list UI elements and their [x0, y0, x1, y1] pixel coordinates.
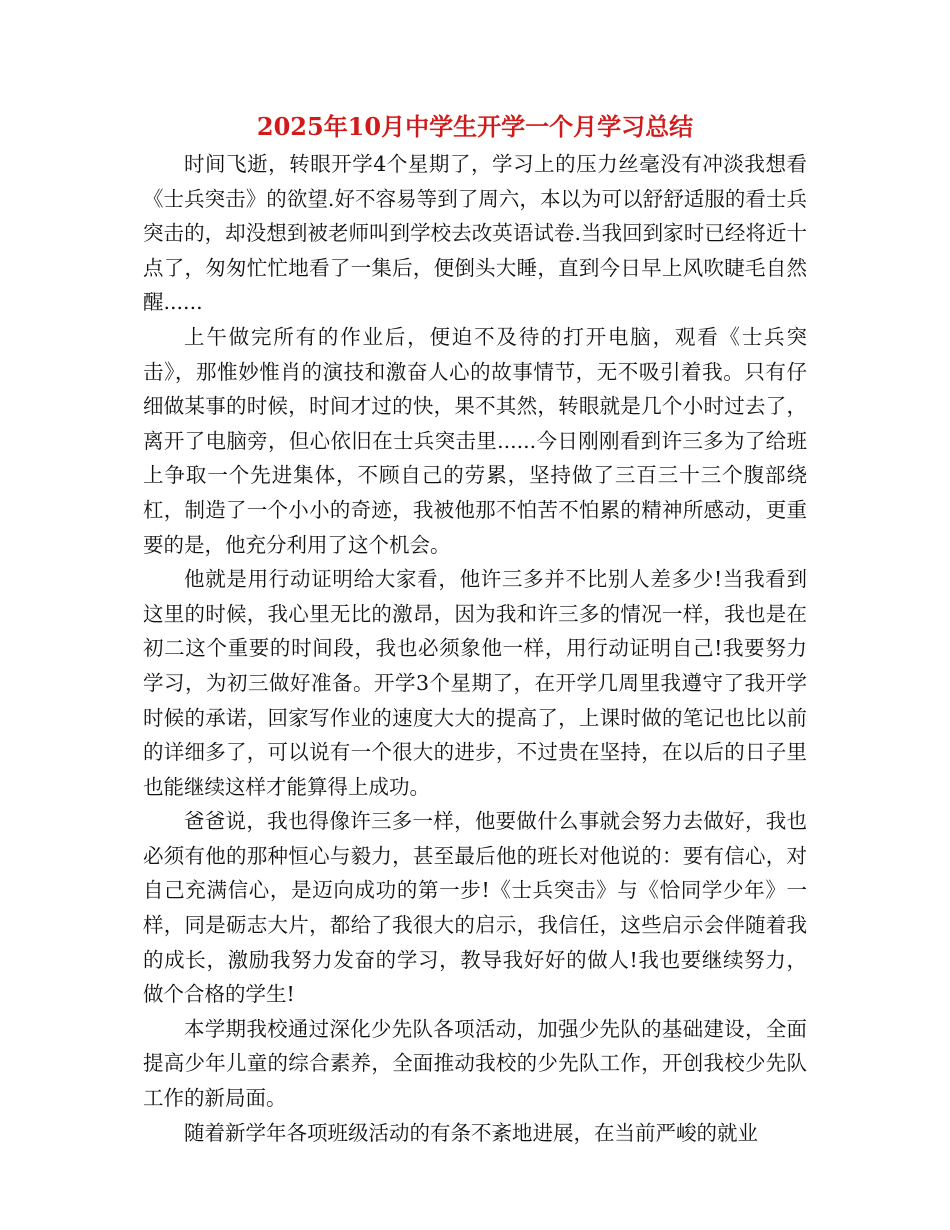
- paragraph: 上午做完所有的作业后，便迫不及待的打开电脑，观看《士兵突击》，那惟妙惟肖的演技和激奋人心的故事情节，无不吸引着我。只有仔细做某事的时候，时间才过的快，果不其然，转眼就是几个小时过去了，离开了电脑旁，但心依旧在士兵突击里......今日刚刚看到许三多为了给班上争取一个先进集体，不顾自己的劳累，坚持做了三百三十三个腹部绕杠，制造了一个小小的奇迹，我被他那不怕苦不怕累的精神所感动，更重要的是，他充分利用了这个机会。: [143, 324, 807, 557]
- paragraph: 时间飞逝，转眼开学4个星期了，学习上的压力丝毫没有冲淡我想看《士兵突击》的欲望.好不容易等到了周六，本以为可以舒舒适服的看士兵突击的，却没想到被老师叫到学校去改英语试卷.当我回到家时已经将近十点了，匆匆忙忙地看了一集后，便倒头大睡，直到今日早上风吹睫毛自然醒......: [143, 152, 807, 315]
- paragraph: 爸爸说，我也得像许三多一样，他要做什么事就会努力去做好，我也必须有他的那种恒心与毅力，甚至最后他的班长对他说的：要有信心，对自己充满信心，是迈向成功的第一步!《士兵突击》与《恰同学少年》一样，同是砺志大片，都给了我很大的启示，我信任，这些启示会伴随着我的成长，激励我努力发奋的学习，教导我好好的做人!我也要继续努力，做个合格的学生!: [143, 809, 807, 1007]
- paragraph: 本学期我校通过深化少先队各项活动，加强少先队的基础建设，全面提高少年儿童的综合素养，全面推动我校的少先队工作，开创我校少先队工作的新局面。: [143, 1016, 807, 1111]
- paragraph: 随着新学年各项班级活动的有条不紊地进展，在当前严峻的就业: [184, 1120, 758, 1145]
- paragraph: 他就是用行动证明给大家看，他许三多并不比别人差多少!当我看到这里的时候，我心里无比的激昂，因为我和许三多的情况一样，我也是在初二这个重要的时间段，我也必须象他一样，用行动证明自己!我要努力学习，为初三做好准备。开学3个星期了，在开学几周里我遵守了我开学时候的承诺，回家写作业的速度大大的提高了，上课时做的笔记也比以前的详细多了，可以说有一个很大的进步，不过贵在坚持，在以后的日子里也能继续这样才能算得上成功。: [143, 567, 807, 799]
- document-body: [143, 147, 807, 1150]
- document-title: 2025年10月中学生开学一个月学习总结: [256, 112, 694, 141]
